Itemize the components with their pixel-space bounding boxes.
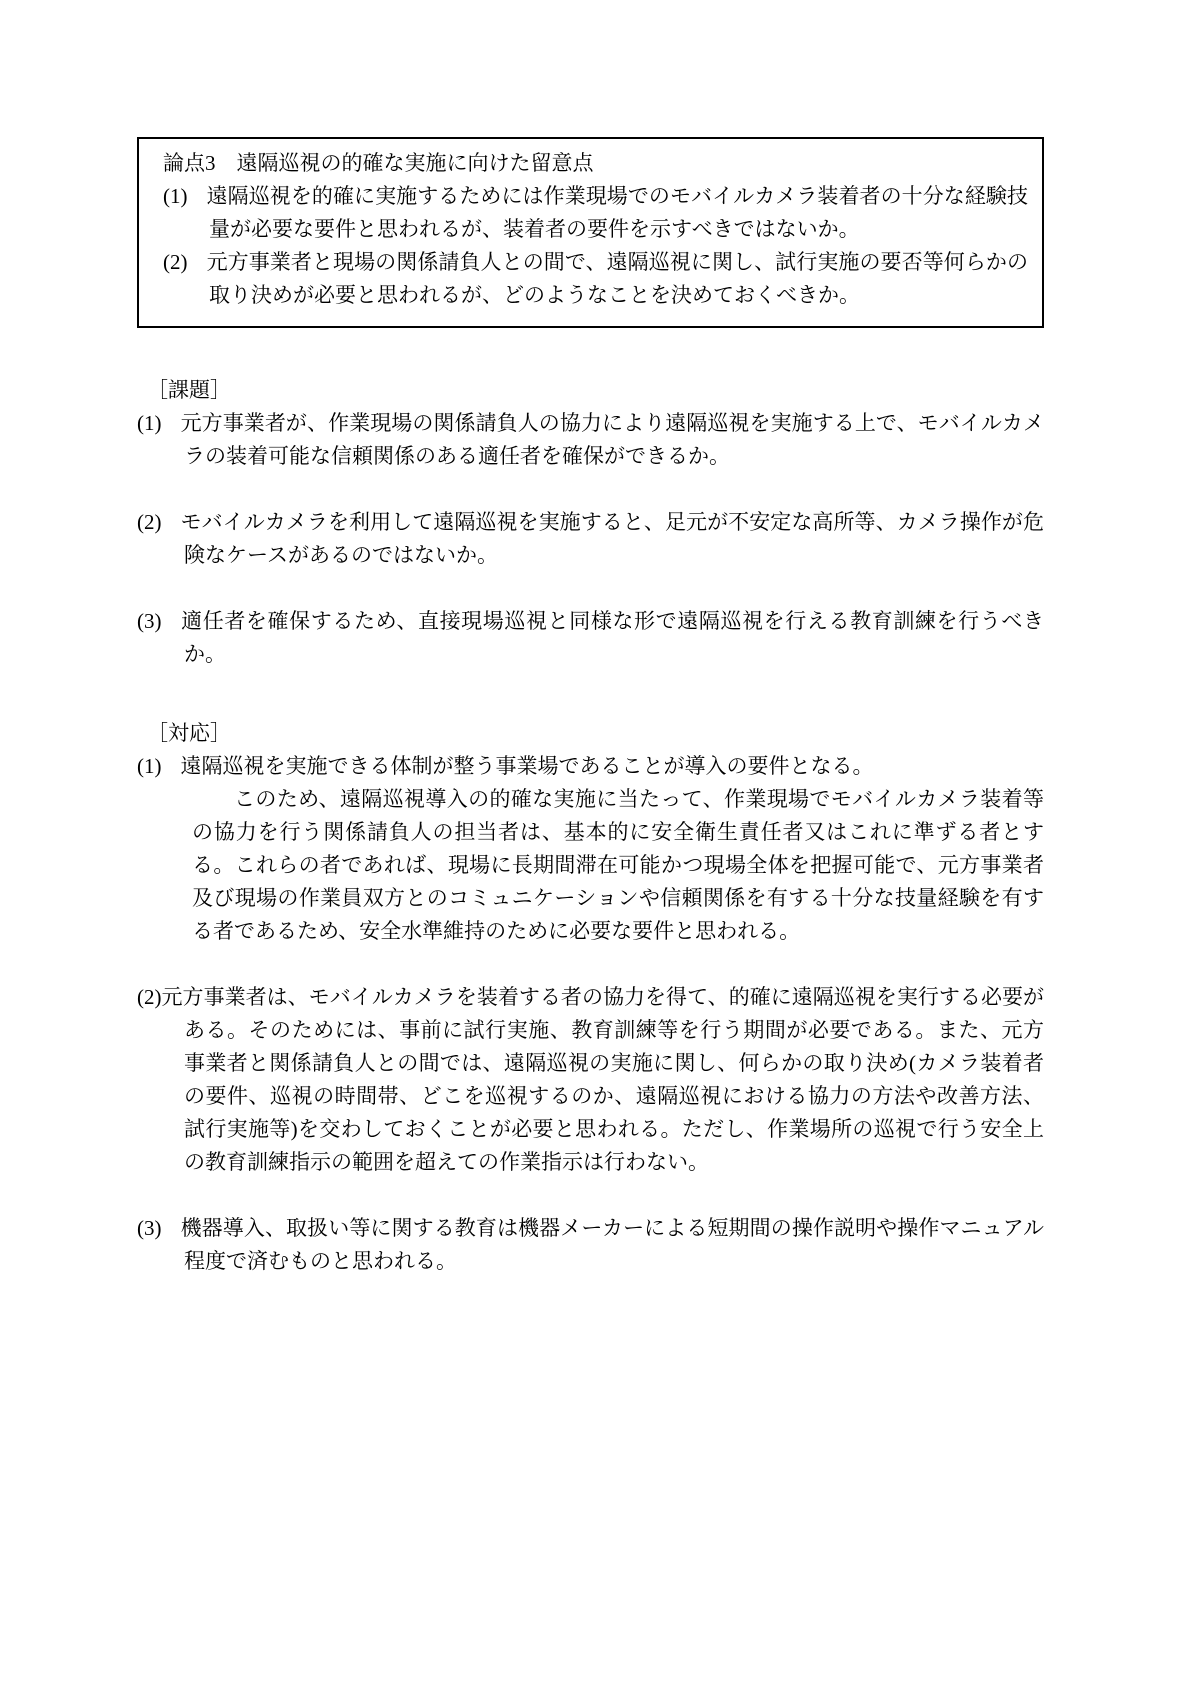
issues-item-2-text: モバイルカメラを利用して遠隔巡視を実施すると、足元が不安定な高所等、カメラ操作が危険なケースがあるのではないか。 [180,510,1044,567]
issues-item-2 [137,506,1044,572]
responses-item-1-label: (1) [137,754,162,778]
box-item-2-label: (2) [163,250,188,274]
box-item-1-text: 遠隔巡視を的確に実施するためには作業現場でのモバイルカメラ装着者の十分な経験技量が必要な要件と思われるが、装着者の要件を示すべきではないか。 [206,184,1028,241]
responses-item-1-continuation: このため、遠隔巡視導入の的確な実施に当たって、作業現場でモバイルカメラ装着等の協力を行う関係請負人の担当者は、基本的に安全衛生責任者又はこれに準ずる者とする。これらの者であれば、現場に長期間滞在可能かつ現場全体を把握可能で、元方事業者及び現場の作業員双方とのコミュニケーションや信頼関係を有する十分な技量経験を有する者であるため、安全水準維持のために必要な要件と思われる。 [192,787,1044,943]
responses-item-1-line [137,750,1044,783]
box-item-2-text: 元方事業者と現場の関係請負人との間で、遠隔巡視に関し、試行実施の要否等何らかの取り決めが必要と思われるが、どのようなことを決めておくべきか。 [206,250,1028,307]
issues-item-3-label: (3) [137,609,162,633]
responses-item-3 [137,1212,1044,1278]
issues-item-3 [137,605,1044,671]
responses-item-2-label: (2) [137,985,162,1009]
section-issues-heading: ［課題］ [147,378,231,402]
responses-item-3-text: 機器導入、取扱い等に関する教育は機器メーカーによる短期間の操作説明や操作マニュアル程度で済むものと思われる。 [180,1216,1044,1273]
issues-item-3-text: 適任者を確保するため、直接現場巡視と同様な形で遠隔巡視を行える教育訓練を行うべきか。 [180,609,1044,666]
responses-item-2 [137,981,1044,1179]
issues-item-1-text: 元方事業者が、作業現場の関係請負人の協力により遠隔巡視を実施する上で、モバイルカメラの装着可能な信頼関係のある適任者を確保ができるか。 [180,411,1044,468]
responses-item-1 [137,750,1044,948]
box-item-1 [153,180,1028,246]
issues-item-2-label: (2) [137,510,162,534]
section-responses-heading: ［対応］ [147,721,231,745]
issues-item-1-label: (1) [137,411,162,435]
section-issues [137,374,1044,671]
issues-item-1 [137,407,1044,473]
responses-item-2-text: 元方事業者は、モバイルカメラを装着する者の協力を得て、的確に遠隔巡視を実行する必要がある。そのためには、事前に試行実施、教育訓練等を行う期間が必要である。また、元方事業者と関係請負人との間では、遠隔巡視の実施に関し、何らかの取り決め(カメラ装着者の要件、巡視の時間帯、どこを巡視するのか、遠隔巡視における協力の方法や改善方法、試行実施等)を交わしておくことが必要と思われる。ただし、作業場所の巡視で行う安全上の教育訓練指示の範囲を超えての作業指示は行わない。 [161,985,1044,1174]
box-title: 論点3 遠隔巡視の的確な実施に向けた留意点 [163,151,594,175]
responses-item-1-text: 遠隔巡視を実施できる体制が整う事業場であることが導入の要件となる。 [180,754,874,778]
section-responses [137,717,1044,1278]
box-item-2 [153,246,1028,312]
box-item-1-label: (1) [163,184,188,208]
responses-item-3-label: (3) [137,1216,162,1240]
discussion-point-box [137,137,1044,328]
